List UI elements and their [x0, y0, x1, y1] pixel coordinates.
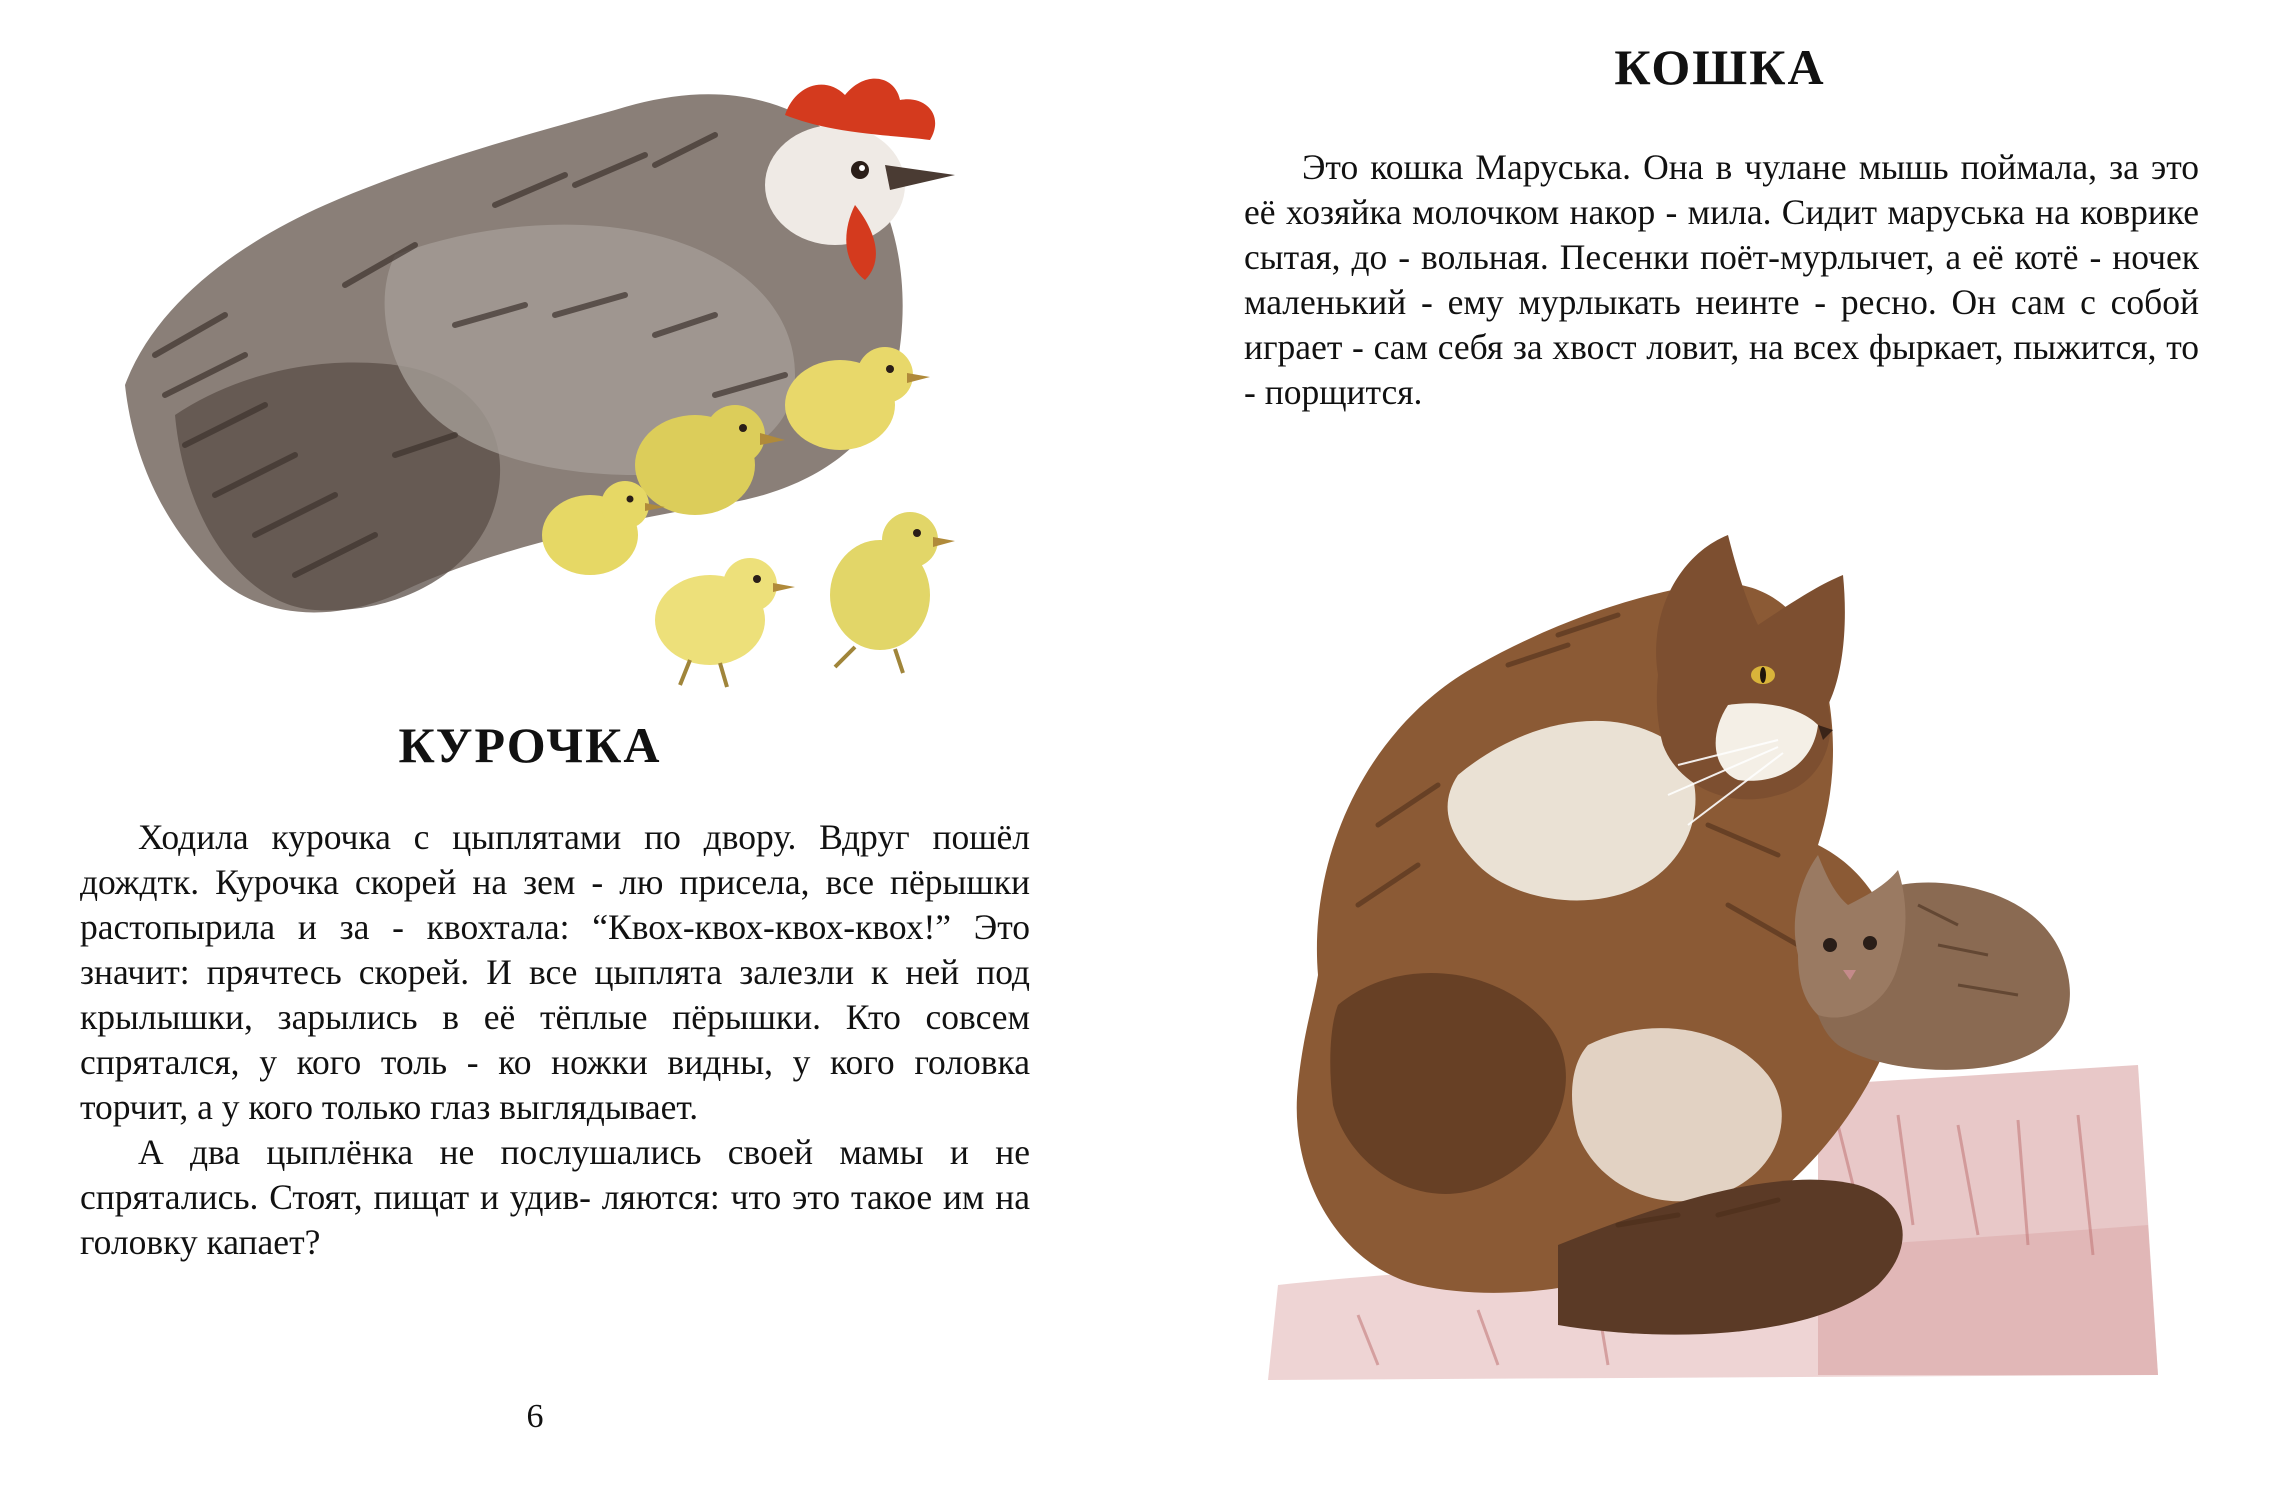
hen-with-chicks-icon: [95, 55, 1005, 695]
story-title: КУРОЧКА: [398, 717, 662, 773]
paragraph: Ходила курочка с цыплятами по двору. Вдруг пошёл дождтк. Курочка скорей на зем - лю присела, все пёрышки растопырила и за - квохтала: “Квох-квох-квох-квох!” Это значит: прячтесь скорей. И все цыплята залезли к ней под крылышки, зарылись в её тёплые пёрышки. Кто совсем спрятался, у кого толь - ко ножки видны, у кого головка торчит, а у кого только глаз выглядывает.: [80, 817, 1030, 1127]
story-title: КОШКА: [1614, 39, 1826, 95]
paragraph: Это кошка Маруська. Она в чулане мышь поймала, за это её хозяйка молочком накор - мила. Сидит маруська на коврике сытая, до - вольная. Песенки поёт-мурлычет, а её котё - ночек маленький - ему мурлыкать неинте - ресно. Он сам с собой играет - сам себя за хвост ловит, на всех фыркает, пыжится, то - порщится.: [1244, 147, 2199, 412]
cat-with-kitten-icon: [1258, 525, 2188, 1385]
page-number: 6: [526, 1398, 544, 1435]
right-page: [1136, 0, 2272, 1500]
story-text: [1244, 145, 2199, 415]
paragraph: А два цыплёнка не послушались своей мамы и не спрятались. Стоят, пищат и удив- ляются: что это такое им на головку капает?: [80, 1132, 1030, 1262]
story-text: [80, 815, 1030, 1265]
